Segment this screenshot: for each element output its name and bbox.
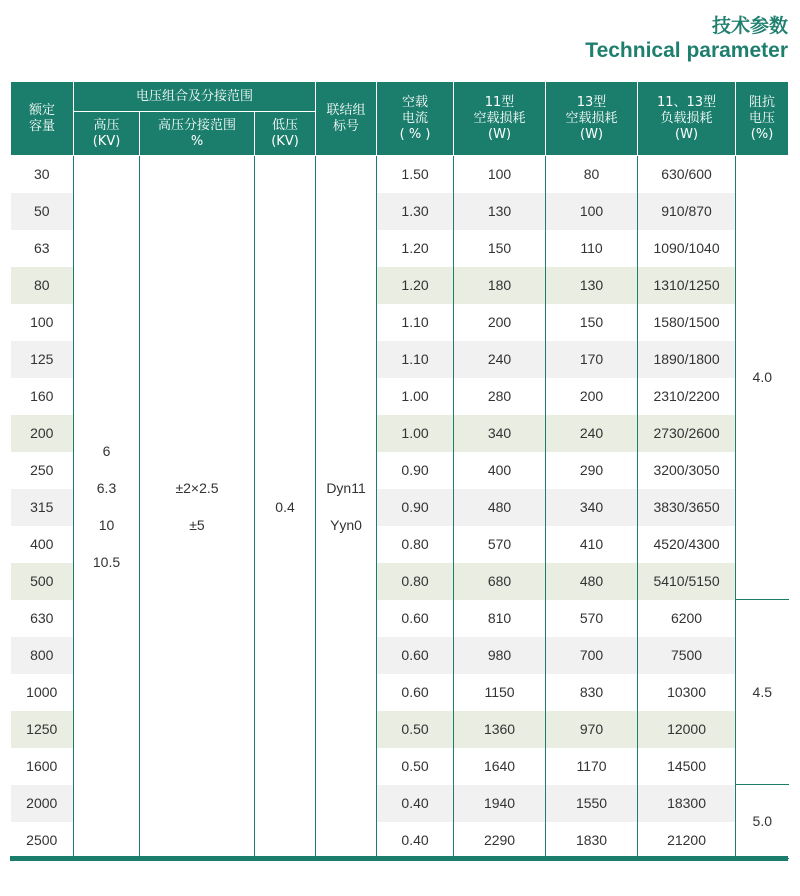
header-noload-current bbox=[377, 82, 454, 156]
header-noload-current-lines bbox=[377, 95, 453, 143]
header-line: 11、13型 bbox=[656, 94, 717, 110]
bottom-rule bbox=[10, 856, 788, 861]
cell-load-loss: 910/870 bbox=[638, 193, 736, 230]
cell-noload-current: 1.00 bbox=[377, 378, 454, 415]
cell-noload-loss-13: 80 bbox=[546, 156, 638, 193]
header-tap-lines bbox=[140, 118, 254, 150]
cell-noload-loss-11: 280 bbox=[454, 378, 546, 415]
header-lv bbox=[255, 112, 316, 156]
cell-noload-loss-11: 1940 bbox=[454, 785, 546, 822]
table-header bbox=[11, 82, 789, 156]
cell-noload-loss-11: 980 bbox=[454, 637, 546, 674]
cell-capacity: 100 bbox=[11, 304, 74, 341]
cell-noload-current: 1.30 bbox=[377, 193, 454, 230]
cell-hv-merged bbox=[74, 156, 140, 859]
header-line: 11型 bbox=[484, 94, 515, 110]
cell-noload-current: 0.60 bbox=[377, 600, 454, 637]
cell-load-loss: 18300 bbox=[638, 785, 736, 822]
cell-capacity: 80 bbox=[11, 267, 74, 304]
cell-load-loss: 7500 bbox=[638, 637, 736, 674]
cell-noload-loss-13: 1550 bbox=[546, 785, 638, 822]
header-voltage-group: 电压组合及分接范围 bbox=[74, 82, 316, 112]
cell-capacity: 400 bbox=[11, 526, 74, 563]
cell-noload-loss-11: 240 bbox=[454, 341, 546, 378]
cell-impedance-merged: 5.0 bbox=[736, 785, 789, 859]
tap-value: ±2×2.5 bbox=[175, 480, 219, 497]
header-vector bbox=[316, 82, 377, 156]
cell-capacity: 1600 bbox=[11, 748, 74, 785]
cell-noload-current: 1.50 bbox=[377, 156, 454, 193]
cell-noload-loss-13: 570 bbox=[546, 600, 638, 637]
header-line: 电流 bbox=[402, 110, 429, 126]
cell-noload-current: 1.20 bbox=[377, 230, 454, 267]
cell-load-loss: 1890/1800 bbox=[638, 341, 736, 378]
cell-noload-current: 0.60 bbox=[377, 674, 454, 711]
header-noload-loss-11-lines bbox=[454, 95, 545, 143]
header-noload-loss-11 bbox=[454, 82, 546, 156]
header-line: (W) bbox=[488, 126, 512, 142]
cell-noload-current: 0.50 bbox=[377, 711, 454, 748]
cell-noload-loss-11: 2290 bbox=[454, 822, 546, 859]
header-line: (KV) bbox=[92, 133, 121, 149]
cell-noload-current: 0.80 bbox=[377, 526, 454, 563]
header-tap bbox=[140, 112, 255, 156]
header-load-loss-lines bbox=[638, 95, 735, 143]
header-capacity bbox=[11, 82, 74, 156]
cell-noload-loss-11: 180 bbox=[454, 267, 546, 304]
header-line: 低压 bbox=[272, 117, 299, 133]
header-vector-lines bbox=[316, 103, 376, 135]
cell-noload-current: 0.40 bbox=[377, 785, 454, 822]
vector-value: Yyn0 bbox=[330, 517, 362, 534]
cell-noload-current: 1.10 bbox=[377, 304, 454, 341]
header-noload-loss-13-lines bbox=[546, 95, 637, 143]
cell-noload-current: 0.40 bbox=[377, 822, 454, 859]
cell-load-loss: 1090/1040 bbox=[638, 230, 736, 267]
header-line: 电压 bbox=[749, 110, 776, 126]
header-line: 空载损耗 bbox=[565, 110, 618, 126]
hv-value: 6.3 bbox=[96, 480, 117, 497]
header-load-loss bbox=[638, 82, 736, 156]
cell-noload-current: 0.90 bbox=[377, 452, 454, 489]
vector-value: Dyn11 bbox=[326, 480, 366, 497]
header-impedance bbox=[736, 82, 789, 156]
cell-noload-loss-13: 970 bbox=[546, 711, 638, 748]
header-line: 高压分接范围 bbox=[157, 117, 236, 133]
header-line: 额定 bbox=[28, 102, 55, 118]
cell-noload-loss-13: 1830 bbox=[546, 822, 638, 859]
page-title-cn: 技术参数 bbox=[711, 15, 788, 37]
cell-capacity: 125 bbox=[11, 341, 74, 378]
cell-noload-loss-13: 830 bbox=[546, 674, 638, 711]
cell-noload-loss-13: 200 bbox=[546, 378, 638, 415]
cell-capacity: 2500 bbox=[11, 822, 74, 859]
cell-noload-loss-13: 700 bbox=[546, 637, 638, 674]
table-row bbox=[11, 156, 789, 193]
header-line: 高压 bbox=[93, 117, 120, 133]
header-lv-lines bbox=[255, 118, 315, 150]
hv-value: 10 bbox=[98, 517, 115, 534]
hv-value: 10.5 bbox=[92, 554, 121, 571]
cell-noload-loss-13: 170 bbox=[546, 341, 638, 378]
cell-noload-loss-13: 150 bbox=[546, 304, 638, 341]
cell-capacity: 63 bbox=[11, 230, 74, 267]
page-title-block bbox=[585, 14, 788, 64]
cell-vector-merged bbox=[316, 156, 377, 859]
cell-noload-loss-13: 110 bbox=[546, 230, 638, 267]
header-line: (KV) bbox=[271, 133, 299, 149]
header-line: (%) bbox=[750, 126, 774, 142]
cell-load-loss: 630/600 bbox=[638, 156, 736, 193]
cell-noload-loss-13: 1170 bbox=[546, 748, 638, 785]
cell-capacity: 2000 bbox=[11, 785, 74, 822]
page-title-en: Technical parameter bbox=[585, 39, 788, 62]
header-line: 容量 bbox=[28, 118, 55, 134]
hv-value: 6 bbox=[102, 443, 111, 460]
cell-impedance-merged: 4.0 bbox=[736, 156, 789, 600]
cell-noload-loss-13: 240 bbox=[546, 415, 638, 452]
cell-noload-loss-11: 570 bbox=[454, 526, 546, 563]
cell-load-loss: 2730/2600 bbox=[638, 415, 736, 452]
cell-capacity: 200 bbox=[11, 415, 74, 452]
header-impedance-lines bbox=[736, 95, 788, 143]
header-line: (W) bbox=[580, 126, 604, 142]
cell-load-loss: 1580/1500 bbox=[638, 304, 736, 341]
header-line: 联结组 bbox=[326, 102, 366, 118]
cell-load-loss: 3830/3650 bbox=[638, 489, 736, 526]
cell-capacity: 1250 bbox=[11, 711, 74, 748]
cell-noload-loss-13: 290 bbox=[546, 452, 638, 489]
cell-load-loss: 3200/3050 bbox=[638, 452, 736, 489]
cell-capacity: 250 bbox=[11, 452, 74, 489]
header-line: 空载损耗 bbox=[473, 110, 526, 126]
cell-load-loss: 5410/5150 bbox=[638, 563, 736, 600]
header-line: ( % ) bbox=[399, 126, 431, 142]
cell-noload-loss-13: 340 bbox=[546, 489, 638, 526]
cell-noload-current: 0.80 bbox=[377, 563, 454, 600]
cell-noload-current: 0.50 bbox=[377, 748, 454, 785]
technical-parameter-table bbox=[10, 81, 789, 859]
cell-noload-loss-11: 400 bbox=[454, 452, 546, 489]
cell-tap-merged bbox=[140, 156, 255, 859]
cell-load-loss: 2310/2200 bbox=[638, 378, 736, 415]
header-line: 阻抗 bbox=[749, 94, 776, 110]
header-hv bbox=[74, 112, 140, 156]
cell-noload-loss-13: 480 bbox=[546, 563, 638, 600]
cell-noload-loss-11: 680 bbox=[454, 563, 546, 600]
cell-noload-loss-11: 340 bbox=[454, 415, 546, 452]
cell-noload-current: 1.10 bbox=[377, 341, 454, 378]
cell-noload-current: 0.90 bbox=[377, 489, 454, 526]
cell-noload-current: 1.20 bbox=[377, 267, 454, 304]
cell-load-loss: 12000 bbox=[638, 711, 736, 748]
cell-capacity: 315 bbox=[11, 489, 74, 526]
tap-value: ±5 bbox=[189, 517, 205, 534]
cell-lv-merged: 0.4 bbox=[255, 156, 316, 859]
cell-noload-loss-11: 480 bbox=[454, 489, 546, 526]
cell-noload-loss-13: 100 bbox=[546, 193, 638, 230]
cell-load-loss: 1310/1250 bbox=[638, 267, 736, 304]
cell-load-loss: 10300 bbox=[638, 674, 736, 711]
table-body bbox=[11, 156, 789, 859]
cell-noload-loss-11: 1360 bbox=[454, 711, 546, 748]
cell-capacity: 30 bbox=[11, 156, 74, 193]
cell-noload-loss-11: 810 bbox=[454, 600, 546, 637]
cell-noload-current: 1.00 bbox=[377, 415, 454, 452]
cell-load-loss: 6200 bbox=[638, 600, 736, 637]
cell-noload-loss-11: 150 bbox=[454, 230, 546, 267]
cell-noload-loss-11: 1150 bbox=[454, 674, 546, 711]
cell-capacity: 50 bbox=[11, 193, 74, 230]
cell-capacity: 500 bbox=[11, 563, 74, 600]
header-line: % bbox=[190, 133, 204, 149]
cell-noload-loss-11: 100 bbox=[454, 156, 546, 193]
cell-noload-current: 0.60 bbox=[377, 637, 454, 674]
header-line: 标号 bbox=[333, 118, 360, 134]
cell-noload-loss-13: 130 bbox=[546, 267, 638, 304]
cell-impedance-merged: 4.5 bbox=[736, 600, 789, 785]
cell-noload-loss-11: 1640 bbox=[454, 748, 546, 785]
cell-load-loss: 21200 bbox=[638, 822, 736, 859]
cell-noload-loss-11: 200 bbox=[454, 304, 546, 341]
cell-load-loss: 4520/4300 bbox=[638, 526, 736, 563]
cell-capacity: 800 bbox=[11, 637, 74, 674]
header-hv-lines bbox=[74, 118, 139, 150]
cell-load-loss: 14500 bbox=[638, 748, 736, 785]
header-line: 负载损耗 bbox=[660, 110, 713, 126]
header-capacity-lines bbox=[11, 103, 73, 135]
header-line: (W) bbox=[675, 126, 699, 142]
cell-capacity: 160 bbox=[11, 378, 74, 415]
cell-noload-loss-13: 410 bbox=[546, 526, 638, 563]
header-line: 空载 bbox=[402, 94, 429, 110]
cell-capacity: 630 bbox=[11, 600, 74, 637]
cell-capacity: 1000 bbox=[11, 674, 74, 711]
header-noload-loss-13 bbox=[546, 82, 638, 156]
cell-noload-loss-11: 130 bbox=[454, 193, 546, 230]
header-line: 13型 bbox=[576, 94, 607, 110]
